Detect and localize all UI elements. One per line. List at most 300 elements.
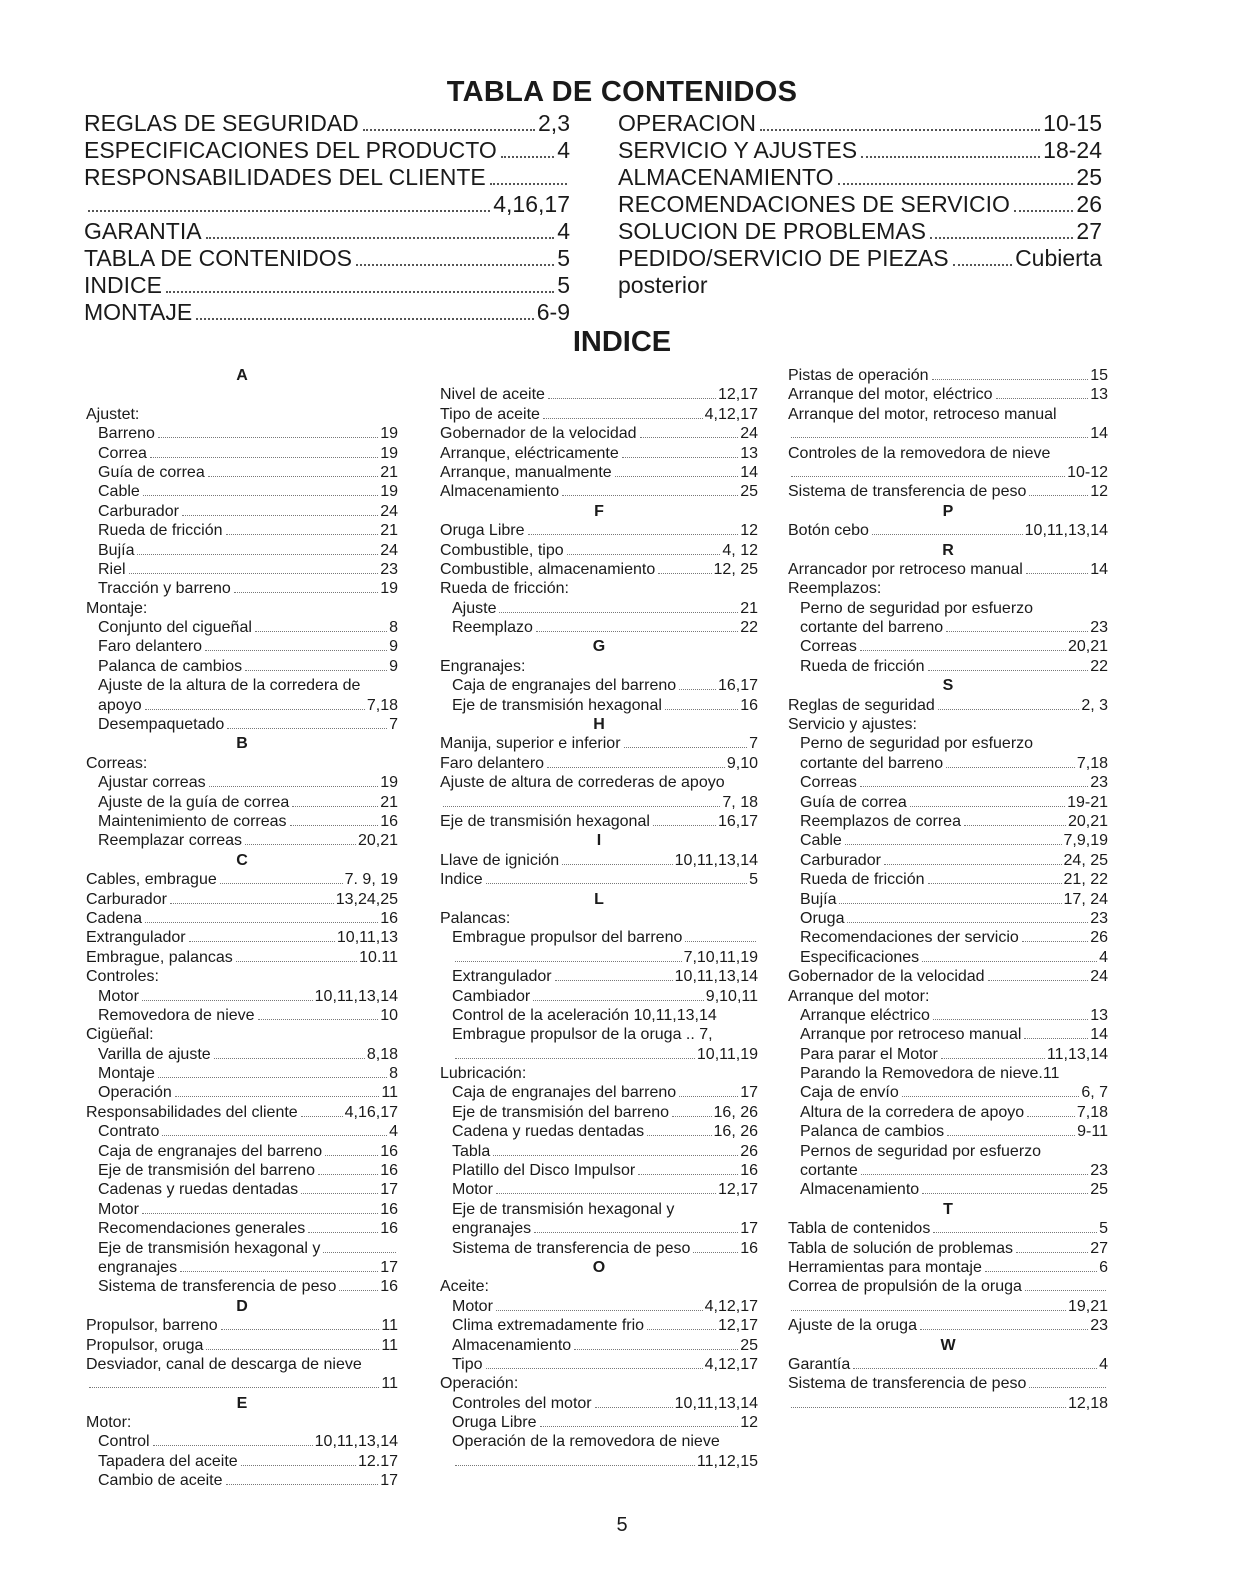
index-entry-text: Reemplazo [452, 619, 533, 637]
index-entry [788, 1258, 1108, 1277]
index-entry [86, 1336, 398, 1355]
index-entry-text: Cable [98, 483, 140, 501]
index-letter: C [236, 851, 248, 869]
index-subentry [86, 1161, 398, 1180]
index-entry-text: Montaje [98, 1065, 155, 1083]
dot-leader [89, 1387, 379, 1388]
index-entry-text: Arranque del motor, retroceso manual [788, 405, 1057, 423]
index-entry-pages: 11 [381, 1375, 398, 1393]
toc-title: TABLA DE CONTENIDOS [446, 76, 798, 108]
index-entry-text: Reemplazar correas [98, 832, 243, 850]
index-entry-pages: 17 [380, 1258, 398, 1276]
dot-leader [501, 156, 554, 158]
index-subentry [440, 987, 758, 1006]
index-entry-pages: 24 [380, 541, 398, 559]
toc-entry-label: REGLAS DE SEGURIDAD [84, 110, 359, 136]
index-entry-pages: 10,11,13,14 [1024, 522, 1108, 540]
index-entry-pages: 23 [1090, 1162, 1108, 1180]
index-entry-pages: 21 [380, 522, 398, 540]
dot-leader [490, 183, 567, 185]
index-entry-text: Sistema de transferencia de peso [452, 1239, 691, 1257]
index-entry-pages: 16 [740, 1162, 758, 1180]
dot-leader [206, 237, 555, 239]
index-column-2 [440, 366, 758, 1471]
index-letter-heading [86, 851, 398, 870]
index-group-heading [86, 1025, 398, 1044]
index-entry-text: Engranajes: [440, 657, 526, 675]
index-subentry [86, 482, 398, 501]
index-entry [86, 1316, 398, 1335]
index-group-heading [788, 579, 1108, 598]
index-entry-pages: 13,24,25 [335, 890, 398, 908]
index-entry-pages: 9 [389, 657, 398, 675]
index-entry [788, 1277, 1108, 1296]
dot-leader [528, 534, 739, 535]
dot-leader [536, 631, 738, 632]
index-entry-pages: 7 [749, 735, 758, 753]
index-subentry [440, 618, 758, 637]
index-entry [440, 754, 758, 773]
index-entry [440, 463, 758, 482]
dot-leader [640, 437, 739, 438]
index-entry-pages: 17 [740, 1220, 758, 1238]
index-entry-text: cortante del barreno [800, 754, 944, 772]
index-group-heading [440, 1277, 758, 1296]
index-entry [788, 1374, 1108, 1393]
index-letter: D [236, 1297, 248, 1315]
index-subentry [788, 928, 1108, 947]
toc-entry [84, 245, 570, 272]
dot-leader [861, 156, 1040, 158]
dot-leader [208, 476, 378, 477]
index-entry-text: Embrague, palancas [86, 948, 233, 966]
index-entry-pages: 5 [1099, 1220, 1108, 1238]
dot-leader [547, 767, 725, 768]
dot-leader [1025, 1290, 1106, 1291]
index-letter-heading [86, 1394, 398, 1413]
index-entry-pages: 9,10,11 [705, 987, 758, 1005]
index-entry-pages: 11,12,15 [696, 1452, 758, 1470]
index-entry-pages: 23 [1090, 774, 1108, 792]
index-group-heading [86, 599, 398, 618]
dot-leader [227, 728, 387, 729]
index-entry-text: Arranque eléctrico [800, 1006, 930, 1024]
index-subentry [86, 1471, 398, 1490]
index-entry-pages: 16, 26 [713, 1123, 758, 1141]
index-entry-pages: 7 [389, 716, 398, 734]
toc-entry-label: SOLUCION DE PROBLEMAS [618, 218, 927, 244]
index-entry [788, 696, 1108, 715]
index-subentry [788, 1180, 1108, 1199]
index-entry [788, 424, 1108, 443]
index-entry-pages: 4,16,17 [344, 1103, 398, 1121]
index-entry-text: Desempaquetado [98, 716, 225, 734]
index-entry-pages: 4,12,17 [704, 1297, 758, 1315]
index-subentry [440, 599, 758, 618]
dot-leader [196, 318, 534, 320]
index-subentry [86, 831, 398, 850]
index-entry [788, 405, 1108, 424]
index-subentry [440, 1142, 758, 1161]
index-entry-pages: 22 [1090, 657, 1108, 675]
dot-leader [647, 1135, 711, 1136]
index-entry-pages: 7,9,19 [1063, 832, 1108, 850]
toc-entry-label: ALMACENAMIENTO [618, 164, 834, 190]
index-letter: B [236, 735, 248, 753]
dot-leader [647, 1329, 716, 1330]
dot-leader [685, 941, 756, 942]
index-entry-text: Embrague propulsor de la oruga .. 7, [452, 1026, 713, 1044]
index-entry-pages: 4 [1099, 1355, 1108, 1373]
index-entry [440, 793, 758, 812]
index-letter-heading [86, 366, 398, 385]
index-entry-text: Arranque, eléctricamente [440, 444, 619, 462]
index-entry-text: engranajes [452, 1220, 532, 1238]
dot-leader [562, 495, 738, 496]
dot-leader [301, 1193, 378, 1194]
dot-leader [1029, 1387, 1106, 1388]
index-subentry [440, 1336, 758, 1355]
index-entry [788, 560, 1108, 579]
index-entry-text: Rueda de fricción: [440, 580, 569, 598]
dot-leader [182, 515, 378, 516]
index-entry-text: Arranque por retroceso manual [800, 1026, 1022, 1044]
toc-entry [618, 245, 1102, 272]
index-subentry [86, 1432, 398, 1451]
index-subentry [86, 657, 398, 676]
index-entry-pages: 20,21 [1067, 638, 1108, 656]
index-entry [440, 405, 758, 424]
index-entry [788, 734, 1108, 753]
index-entry-pages: 11 [381, 1317, 398, 1335]
index-entry-text: Arranque del motor, eléctrico [788, 386, 993, 404]
index-entry-text: Rueda de fricción [800, 871, 925, 889]
index-entry-text: Motor: [86, 1414, 132, 1432]
index-entry-text: Botón cebo [788, 522, 869, 540]
index-subentry [788, 890, 1108, 909]
index-entry-text: Guía de correa [800, 793, 907, 811]
index-entry-text: Indice [440, 871, 483, 889]
index-letter: H [593, 716, 605, 734]
index-entry-text: Varilla de ajuste [98, 1045, 211, 1063]
index-entry-text: Combustible, tipo [440, 541, 564, 559]
dot-leader [933, 1232, 1097, 1233]
dot-leader [88, 210, 490, 212]
index-entry-text: Almacenamiento [452, 1336, 572, 1354]
index-letter-heading [440, 502, 758, 521]
index-subentry [788, 637, 1108, 656]
dot-leader [226, 1484, 379, 1485]
index-entry-text: Cambio de aceite [98, 1472, 223, 1490]
index-entry-text: Nivel de aceite [440, 386, 545, 404]
index-entry-pages: 19-21 [1067, 793, 1108, 811]
index-entry-pages: 14 [1090, 1026, 1108, 1044]
dot-leader [162, 1135, 387, 1136]
index-entry-text: Arranque, manualmente [440, 463, 612, 481]
index-group-heading [440, 657, 758, 676]
dot-leader [308, 1232, 378, 1233]
index-entry-text: Tracción y barreno [98, 580, 231, 598]
index-entry-text: Palancas: [440, 909, 511, 927]
index-entry-text: Altura de la corredera de apoyo [800, 1103, 1025, 1121]
index-entry-text: Eje de transmisión hexagonal [452, 696, 662, 714]
index-entry-pages: 8 [389, 619, 398, 637]
index-subentry [86, 444, 398, 463]
index-entry-pages: 11 [381, 1084, 398, 1102]
index-entry-pages: 25 [740, 483, 758, 501]
toc-entry [84, 272, 570, 299]
index-entry-pages: 16 [380, 909, 398, 927]
index-entry [788, 482, 1108, 501]
index-entry-text: Parando la Removedora de nieve.11 [800, 1065, 1060, 1083]
dot-leader [129, 573, 379, 574]
index-entry-pages: 23 [1090, 619, 1108, 637]
toc-entry-label: INDICE [84, 272, 162, 298]
index-entry-text: Motor [452, 1181, 493, 1199]
index-subentry [440, 948, 758, 967]
index-subentry [86, 1258, 398, 1277]
dot-leader [206, 1349, 379, 1350]
index-entry-pages: 24 [740, 425, 758, 443]
index-entry-pages: 12,17 [717, 1317, 758, 1335]
index-group-heading [440, 909, 758, 928]
index-entry-text: Garantía [788, 1355, 851, 1373]
index-entry-text: Perno de seguridad por esfuerzo [800, 735, 1034, 753]
index-subentry [86, 579, 398, 598]
index-entry-text: Ajuste [452, 599, 497, 617]
dot-leader [847, 922, 1088, 923]
index-group-heading [86, 967, 398, 986]
index-entry-text: Rueda de fricción [800, 657, 925, 675]
dot-leader [325, 1155, 378, 1156]
index-entry-pages: 14 [740, 463, 758, 481]
page-number: 5 [616, 1514, 628, 1536]
index-entry-text: Carburador [800, 851, 881, 869]
index-entry-text: apoyo [98, 696, 142, 714]
index-entry-text: Tabla de solución de problemas [788, 1239, 1014, 1257]
toc-entry-label: SERVICIO Y AJUSTES [618, 137, 858, 163]
index-entry-pages: 24, 25 [1063, 851, 1108, 869]
index-letter-heading [788, 502, 1108, 521]
toc-right-column [618, 110, 1102, 298]
index-entry-text: Sistema de transferencia de peso [788, 483, 1027, 501]
dot-leader [255, 631, 387, 632]
index-entry-text: Tapadera del aceite [98, 1452, 238, 1470]
toc-entry-page: 10-15 [1043, 110, 1102, 136]
index-subentry [440, 1297, 758, 1316]
dot-leader [290, 825, 379, 826]
index-entry-pages: 11 [381, 1336, 398, 1354]
index-entry-text: Herramientas para montaje [788, 1258, 982, 1276]
index-entry-text: Ajuste de altura de correderas de apoyo [440, 774, 725, 792]
index-letter: A [236, 367, 248, 384]
toc-entry-label: TABLA DE CONTENIDOS [84, 245, 352, 271]
dot-leader [555, 980, 673, 981]
dot-leader [615, 476, 739, 477]
index-entry-text: Motor [98, 987, 139, 1005]
index-entry-text: Propulsor, barreno [86, 1317, 218, 1335]
dot-leader [933, 1019, 1088, 1020]
index-entry-text: Responsabilidades del cliente [86, 1103, 298, 1121]
index-entry [440, 1200, 758, 1219]
index-entry-text: Extrangulador [86, 929, 186, 947]
dot-leader [166, 291, 554, 293]
dot-leader [932, 379, 1089, 380]
dot-leader [493, 1155, 738, 1156]
toc-entry-label: RECOMENDACIONES DE SERVICIO [618, 191, 1010, 217]
index-entry-pages: 7,10,11,19 [683, 948, 758, 966]
index-entry-pages: 17 [380, 1181, 398, 1199]
dot-leader [839, 903, 1061, 904]
index-entry-text: Controles de la removedora de nieve [788, 444, 1051, 462]
index-entry-text: Arranque del motor: [788, 987, 930, 1005]
index-letter-heading [440, 1258, 758, 1277]
dot-leader [853, 1368, 1097, 1369]
index-entry-pages: 14 [1090, 560, 1108, 578]
index-entry-text: Para parar el Motor [800, 1045, 938, 1063]
index-entry-text: Eje de transmisión del barreno [452, 1103, 670, 1121]
dot-leader [1024, 1038, 1088, 1039]
index-entry-text: Cambiador [452, 987, 531, 1005]
index-entry [440, 851, 758, 870]
dot-leader [595, 1407, 673, 1408]
index-entry-text: Pistas de operación [788, 367, 929, 384]
index-entry-pages: 26 [1090, 929, 1108, 947]
dot-leader [443, 806, 720, 807]
index-entry [440, 734, 758, 753]
index-entry-pages: 16 [380, 1278, 398, 1296]
index-letter: L [594, 890, 604, 908]
dot-leader [624, 747, 748, 748]
index-entry-text: Llave de ignición [440, 851, 560, 869]
index-subentry [440, 1103, 758, 1122]
index-letter-heading [86, 734, 398, 753]
index-entry [788, 463, 1108, 482]
index-entry-text: Recomendaciones generales [98, 1220, 306, 1238]
dot-leader [150, 457, 378, 458]
index-entry-text: engranajes [98, 1258, 178, 1276]
index-entry-pages: 21 [380, 793, 398, 811]
dot-leader [884, 864, 1062, 865]
index-entry-text: Tipo [452, 1355, 483, 1373]
index-entry-pages: 21 [380, 463, 398, 481]
toc-entry-page: 25 [1076, 164, 1102, 190]
index-subentry [86, 1006, 398, 1025]
index-subentry [86, 793, 398, 812]
dot-leader [638, 1174, 738, 1175]
dot-leader [258, 1019, 379, 1020]
index-entry-pages: 23 [380, 560, 398, 578]
dot-leader [679, 1096, 738, 1097]
index-letter-heading [86, 1297, 398, 1316]
toc-entry-page: 26 [1076, 191, 1102, 217]
index-entry-text: Ajustet: [86, 405, 140, 423]
index-entry [440, 424, 758, 443]
dot-leader [1014, 210, 1073, 212]
index-letter: W [940, 1336, 956, 1354]
toc-entry [618, 191, 1102, 218]
index-subentry [86, 773, 398, 792]
index-entry [440, 444, 758, 463]
dot-leader [548, 398, 716, 399]
index-entry-text: Oruga Libre [440, 522, 525, 540]
index-subentry [788, 831, 1108, 850]
index-subentry [788, 618, 1108, 637]
index-entry [788, 1239, 1108, 1258]
index-subentry [86, 463, 398, 482]
dot-leader [455, 1058, 695, 1059]
index-subentry [788, 754, 1108, 773]
toc-entry-page: 27 [1076, 218, 1102, 244]
dot-leader [533, 1000, 704, 1001]
index-entry-pages: 23 [1090, 909, 1108, 927]
index-entry [440, 1432, 758, 1451]
index-entry-pages: 25 [1090, 1181, 1108, 1199]
index-entry-text: Control de la aceleración 10,11,13,14 [452, 1006, 717, 1024]
index-entry-text: Ajuste de la guía de correa [98, 793, 290, 811]
dot-leader [143, 495, 378, 496]
index-entry-text: Contrato [98, 1123, 160, 1141]
index-subentry [86, 696, 398, 715]
index-entry-text: Especificaciones [800, 948, 920, 966]
dot-leader [158, 1077, 387, 1078]
dot-leader [845, 844, 1062, 845]
toc-entry-page: Cubierta [1015, 245, 1102, 271]
index-entry-pages: 10,11,13,14 [314, 987, 398, 1005]
index-entry-text: Ajuste de la altura de la corredera de [98, 677, 361, 695]
index-subentry [440, 1180, 758, 1199]
index-entry-text: Bujía [800, 890, 837, 908]
dot-leader [245, 670, 387, 671]
index-letter: I [596, 832, 602, 850]
index-entry-pages: 4, 12 [722, 541, 758, 559]
index-subentry [86, 502, 398, 521]
index-entry-pages: 9,10 [726, 754, 758, 772]
dot-leader [209, 786, 379, 787]
dot-leader [941, 1058, 1045, 1059]
dot-leader [323, 1252, 396, 1253]
index-subentry [440, 1161, 758, 1180]
dot-leader [665, 709, 738, 710]
index-letter: F [594, 502, 604, 520]
index-entry-text: Eje de transmisión hexagonal y [452, 1200, 675, 1218]
index-entry-pages: 17 [740, 1084, 758, 1102]
index-subentry [86, 424, 398, 443]
dot-leader [158, 437, 378, 438]
index-entry-pages: 25 [740, 1336, 758, 1354]
index-entry-pages: 13 [740, 444, 758, 462]
dot-leader [693, 1252, 738, 1253]
toc-entry-page: 2,3 [538, 110, 570, 136]
index-entry-pages: 4 [389, 1123, 398, 1141]
index-entry-pages: 10-12 [1067, 463, 1108, 481]
index-entry-pages: 24 [380, 502, 398, 520]
toc-entry-page: 5 [557, 272, 570, 298]
dot-leader [153, 1445, 313, 1446]
index-group-heading [440, 1374, 758, 1393]
index-subentry [86, 1122, 398, 1141]
index-entry-pages: 7. 9, 19 [344, 871, 398, 889]
index-subentry [440, 1219, 758, 1238]
toc-entry [84, 110, 570, 137]
index-entry-text: Cadenas y ruedas dentadas [98, 1181, 299, 1199]
index-subentry [440, 1452, 758, 1471]
toc-entry [618, 110, 1102, 137]
index-entry [440, 773, 758, 792]
index-entry-text: Operación de la removedora de nieve [452, 1433, 720, 1451]
index-entry-pages: 4,12,17 [704, 405, 758, 423]
index-entry-pages: 12,17 [717, 1181, 758, 1199]
